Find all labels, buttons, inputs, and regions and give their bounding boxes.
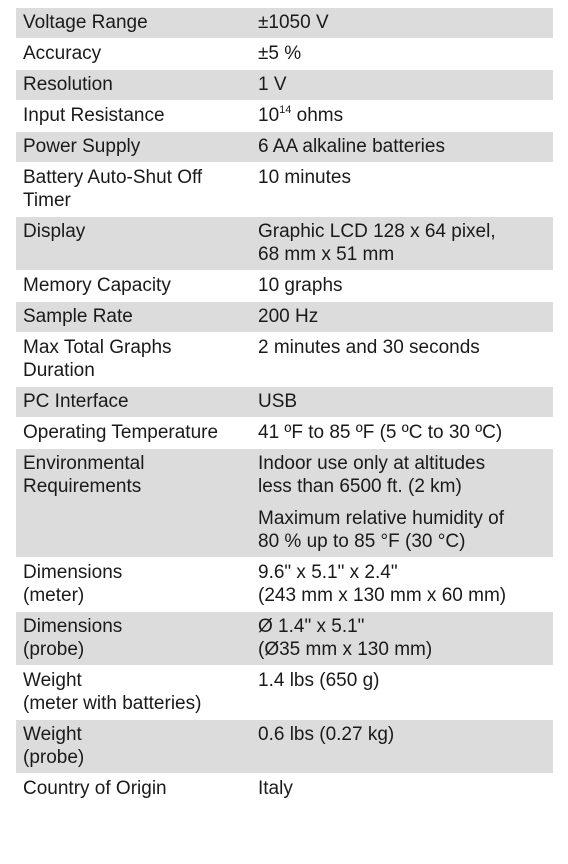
spec-value-paragraph: Maximum relative humidity of 80 % up to 85 °F (30 °C) [258,508,505,552]
spec-value-unit: ohms [291,105,344,126]
spec-row [16,70,553,101]
spec-row [16,217,553,271]
spec-row [16,612,553,666]
spec-value-paragraph: 0.6 lbs (0.27 kg) [258,724,395,745]
spec-value-paragraph: USB [258,391,298,412]
spec-row [16,720,553,774]
spec-value-paragraph: 1 V [258,74,287,95]
spec-row [16,774,553,805]
spec-value [258,666,553,719]
spec-row [16,302,553,333]
spec-value [258,418,553,448]
spec-row [16,558,553,612]
spec-value-base: 10 [258,105,280,126]
spec-value [258,302,553,332]
spec-value [258,8,553,38]
spec-label: Voltage Range [23,12,148,33]
spec-value-paragraph: 2 minutes and 30 seconds [258,337,480,358]
spec-label: Accuracy [23,43,102,64]
spec-value-paragraph: 9.6" x 5.1" x 2.4" (243 mm x 130 mm x 60 mm) [258,562,507,606]
spec-row [16,8,553,39]
spec-value [258,558,553,611]
spec-value-exponent: 14 [279,103,292,116]
spec-value [258,217,553,270]
spec-label: Power Supply [23,136,141,157]
spec-value [258,163,553,216]
spec-value [258,70,553,100]
spec-value-paragraph: Indoor use only at altitudes less than 6500 ft. (2 km) [258,453,486,497]
spec-label: Country of Origin [23,778,167,799]
spec-row [16,101,553,132]
specifications-table [16,8,553,805]
spec-label: Operating Temperature [23,422,219,443]
spec-row [16,418,553,449]
spec-label: Input Resistance [23,105,165,126]
spec-value-paragraph: ±5 % [258,43,302,64]
spec-label: Sample Rate [23,306,133,327]
spec-value [258,774,553,804]
spec-label: Max Total Graphs Duration [23,337,172,381]
spec-label: Memory Capacity [23,275,171,296]
spec-row [16,163,553,217]
spec-value [258,271,553,301]
spec-value-paragraph: Graphic LCD 128 x 64 pixel, 68 mm x 51 mm [258,221,496,265]
spec-label: PC Interface [23,391,129,412]
spec-value [258,612,553,665]
spec-value [258,333,553,386]
spec-label: Dimensions (meter) [23,562,123,606]
spec-row [16,449,553,558]
spec-value [258,101,553,131]
spec-label: Weight (meter with batteries) [23,670,202,714]
spec-row [16,271,553,302]
spec-value [258,387,553,417]
spec-value [258,449,553,557]
spec-value-paragraph: Ø 1.4" x 5.1" (Ø35 mm x 130 mm) [258,616,433,660]
spec-row [16,333,553,387]
spec-row [16,387,553,418]
spec-label: Dimensions (probe) [23,616,123,660]
spec-value-paragraph: 1.4 lbs (650 g) [258,670,380,691]
spec-row [16,666,553,720]
spec-label: Battery Auto-Shut Off Timer [23,167,203,211]
spec-label: Environmental Requirements [23,453,145,497]
spec-value-paragraph: 41 ºF to 85 ºF (5 ºC to 30 ºC) [258,422,503,443]
spec-label: Resolution [23,74,113,95]
spec-value-paragraph: ±1050 V [258,12,329,33]
spec-row [16,39,553,70]
spec-value [258,132,553,162]
spec-label: Weight (probe) [23,724,85,768]
spec-row [16,132,553,163]
spec-value [258,720,553,773]
spec-value-paragraph: 200 Hz [258,306,319,327]
spec-value-paragraph: 10 graphs [258,275,343,296]
spec-value [258,39,553,69]
spec-value-paragraph: 6 AA alkaline batteries [258,136,445,157]
spec-value-paragraph: 10 minutes [258,167,351,188]
spec-label: Display [23,221,86,242]
spec-value-paragraph: Italy [258,778,293,799]
